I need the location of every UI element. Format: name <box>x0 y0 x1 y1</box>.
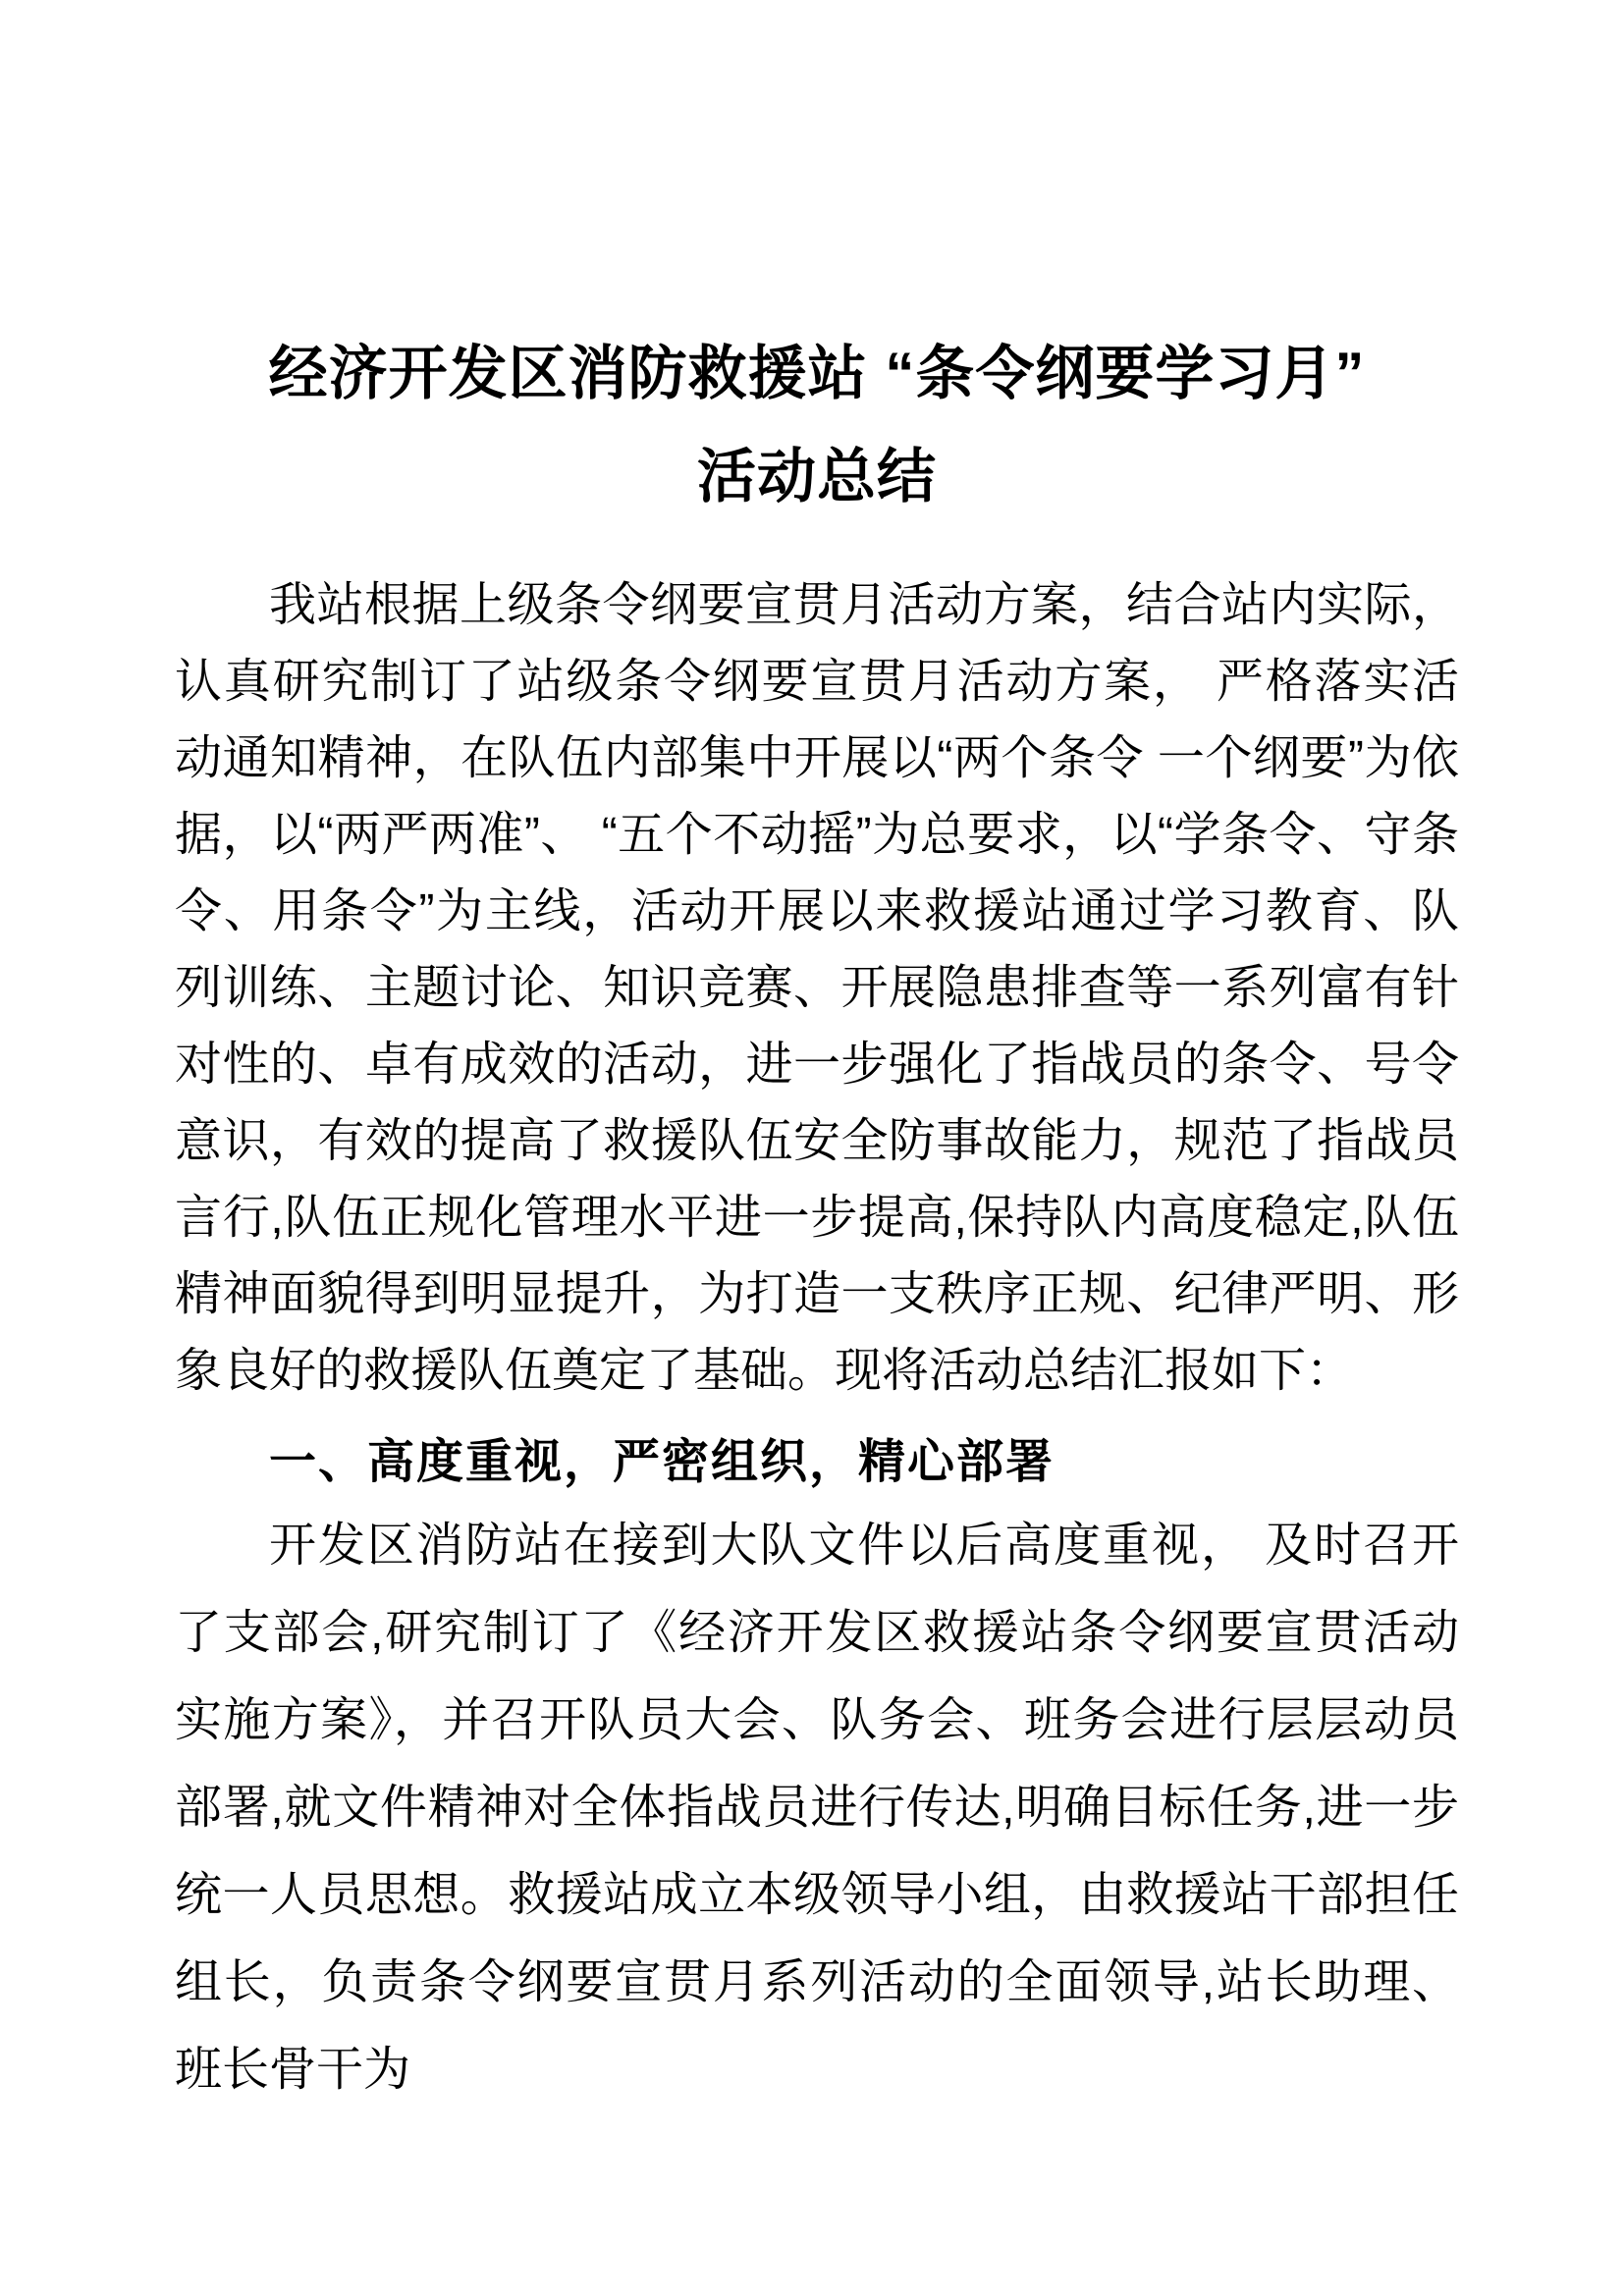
document-title-line-2: 活动总结 <box>697 444 937 510</box>
section-1-paragraph: 开发区消防站在接到大队文件以后高度重视， 及时召开了支部会,研究制订了《经济开发区救援站条令纲要宣贯活动实施方案》，并召开队员大会、队务会、班务会进行层层动员部署,就文件精神对全体指战员进行传达,明确目标任务,进一步统一人员思想。救援站成立本级领导小组，由救援站干部担任组长，负责条令纲要宣贯月系列活动的全面领导,站长助理、班长骨干为 <box>175 1520 1459 2097</box>
section-heading-1: 一、高度重视，严密组织，精心部署 <box>269 1436 1056 1489</box>
intro-paragraph: 我站根据上级条令纲要宣贯月活动方案，结合站内实际，认真研究制订了站级条令纲要宣贯月活动方案， 严格落实活动通知精神，在队伍内部集中开展以“两个条令 一个纲要”为依据，以“两严两准”、 “五个不动摇”为总要求，以“学条令、守条令、用条令”为主线，活动开展以来救援站通过学习教育、队列训练、主题讨论、知识竞赛、开展隐患排查等一系列富有针对性的、卓有成效的活动，进一步强化了指战员的条令、号令意识，有效的提高了救援队伍安全防事故能力，规范了指战员言行,队伍正规化管理水平进一步提高,保持队内高度稳定,队伍精神面貌得到明显提升，为打造一支秩序正规、纪律严明、形象良好的救援队伍奠定了基础。现将活动总结汇报如下： <box>175 579 1459 1398</box>
document-title <box>175 322 1459 528</box>
document-title-line-1: 经济开发区消防救援站 “条令纲要学习月” <box>268 341 1366 407</box>
